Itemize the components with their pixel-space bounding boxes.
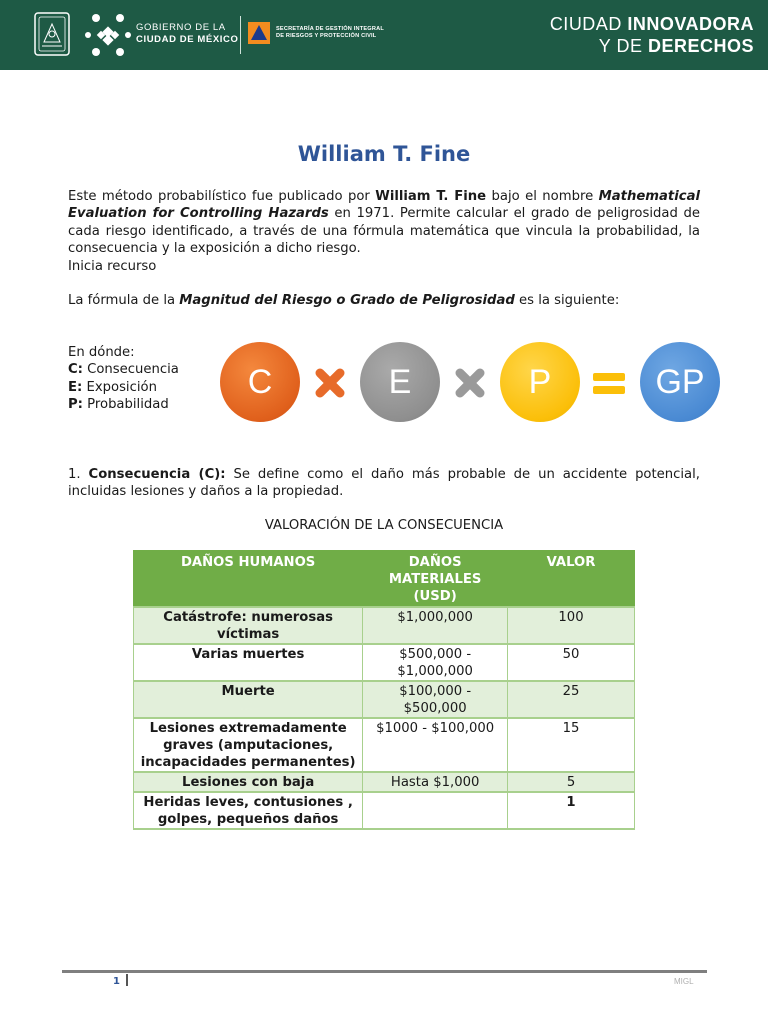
- footer-bar: [126, 974, 128, 986]
- legend-item-e: [68, 379, 179, 396]
- proteccion-civil-icon: [248, 22, 270, 44]
- table-row: [134, 792, 635, 829]
- multiply-icon: [313, 366, 347, 400]
- legend-key-p: P:: [68, 397, 83, 413]
- legend-item-p: [68, 396, 179, 413]
- legend-label-e: Exposición: [82, 379, 157, 395]
- legend-label-p: Probabilidad: [82, 397, 169, 413]
- intro-text-2: bajo el nombre: [486, 189, 599, 204]
- legend-heading: En dónde:: [68, 345, 135, 360]
- legend-key-e: E:: [68, 379, 83, 395]
- legend-item-c: [68, 361, 179, 378]
- table-row: [134, 772, 635, 792]
- formula-intro: [68, 292, 700, 309]
- cell-danos-humanos: Lesiones extremadamente graves (amputaciones, incapacidades permanentes): [134, 718, 363, 772]
- secretaria-text: [276, 26, 384, 40]
- cell-valor: 15: [508, 718, 635, 772]
- formula-intro-text-1: La fórmula de la: [68, 293, 180, 308]
- gobierno-cdmx-text: [136, 22, 239, 46]
- gobierno-cdmx-logo-icon: [84, 10, 132, 60]
- cell-danos-materiales: [363, 792, 508, 829]
- sec-line-1: SECRETARÍA DE GESTIÓN INTEGRAL: [276, 26, 384, 32]
- cell-danos-humanos: Varias muertes: [134, 644, 363, 681]
- slogan: [550, 13, 754, 57]
- page-number: 1: [113, 976, 120, 987]
- formula-circle-p: P: [500, 342, 580, 422]
- formula-circle-gp: GP: [640, 342, 720, 422]
- cell-valor: 5: [508, 772, 635, 792]
- cell-danos-humanos: Lesiones con baja: [134, 772, 363, 792]
- consequence-definition: Se define como el daño más probable de un accidente potencial, incluidas lesiones y daños a la propiedad.: [68, 467, 700, 500]
- intro-text-1: Este método probabilístico fue publicado por: [68, 189, 376, 204]
- cell-danos-materiales: $100,000 - $500,000: [363, 681, 508, 718]
- consequence-table: [133, 550, 635, 830]
- page-title: William T. Fine: [297, 142, 471, 166]
- legend-key-c: C:: [68, 362, 83, 378]
- slogan-line2-bold: DERECHOS: [647, 36, 754, 56]
- consequence-term: Consecuencia (C):: [88, 467, 226, 482]
- gov-line-2: CIUDAD DE MÉXICO: [136, 34, 239, 45]
- formula-intro-name: Magnitud del Riesgo o Grado de Peligrosidad: [179, 293, 515, 308]
- intro-author: William T. Fine: [375, 189, 487, 204]
- header-banner: [0, 0, 768, 70]
- consequence-num: 1.: [68, 467, 89, 482]
- cell-danos-materiales: $1,000,000: [363, 607, 508, 644]
- footer-rule: [62, 970, 707, 973]
- cell-valor: 100: [508, 607, 635, 644]
- header-valor: VALOR: [508, 551, 635, 608]
- cell-danos-materiales: $1000 - $100,000: [363, 718, 508, 772]
- table-row: [134, 718, 635, 772]
- header-divider: [240, 16, 241, 54]
- formula-circle-e: E: [360, 342, 440, 422]
- consequence-paragraph: [68, 466, 700, 501]
- formula-intro-text-2: es la siguiente:: [514, 293, 620, 308]
- cell-danos-materiales: $500,000 - $1,000,000: [363, 644, 508, 681]
- cell-danos-humanos: Muerte: [134, 681, 363, 718]
- legend-label-c: Consecuencia: [82, 362, 179, 378]
- formula-circle-c: C: [220, 342, 300, 422]
- cell-danos-humanos: Heridas leves, contusiones , golpes, pequeños daños: [134, 792, 363, 829]
- slogan-line1-bold: INNOVADORA: [627, 14, 754, 34]
- table-row: [134, 681, 635, 718]
- cdmx-shield-icon: [34, 12, 70, 56]
- gov-line-1: GOBIERNO DE LA: [136, 22, 226, 33]
- cell-valor: 50: [508, 644, 635, 681]
- slogan-line2-pre: Y DE: [598, 36, 648, 56]
- table-title: VALORACIÓN DE LA CONSECUENCIA: [264, 518, 504, 533]
- cell-valor: 1: [508, 792, 635, 829]
- intro-link-text: Inicia recurso: [68, 258, 157, 274]
- header-danos-humanos: DAÑOS HUMANOS: [134, 551, 363, 608]
- intro-text-3: en 1971. Permite calcular el grado de peligrosidad de cada riesgo identificado, a través de una fórmula matemática que vincula la probabilidad, la consecuencia y la exposición a dicho riesgo.: [68, 206, 700, 257]
- table-row: [134, 607, 635, 644]
- slogan-line1-pre: CIUDAD: [549, 14, 628, 34]
- table-header-row: [134, 551, 635, 608]
- table-row: [134, 644, 635, 681]
- cell-valor: 25: [508, 681, 635, 718]
- multiply-icon: [453, 366, 487, 400]
- header-danos-materiales: DAÑOS MATERIALES (USD): [363, 551, 508, 608]
- cell-danos-humanos: Catástrofe: numerosas víctimas: [134, 607, 363, 644]
- intro-method-name: Mathematical Evaluation for Controlling Hazards: [68, 189, 700, 222]
- sec-line-2: DE RIESGOS Y PROTECCIÓN CIVIL: [276, 33, 377, 39]
- cell-danos-materiales: Hasta $1,000: [363, 772, 508, 792]
- equals-icon: [592, 366, 626, 400]
- formula-legend: [68, 344, 179, 414]
- footer-initials: MIGL: [674, 977, 694, 986]
- intro-paragraph: [68, 188, 700, 275]
